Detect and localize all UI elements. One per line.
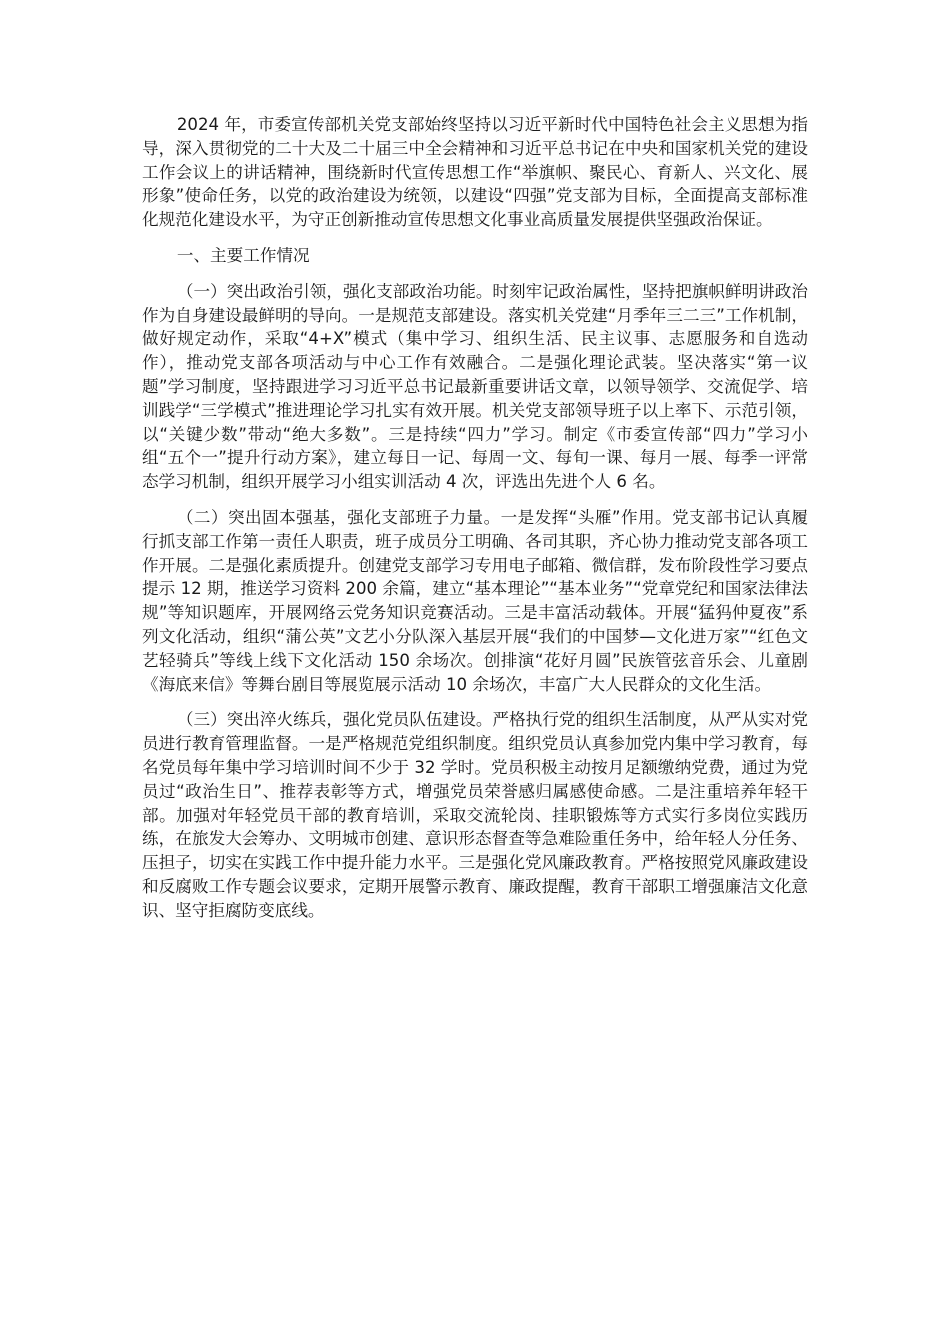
document-body: [142, 113, 808, 935]
intro-paragraph: 2024 年，市委宣传部机关党支部始终坚持以习近平新时代中国特色社会主义思想为指导，深入贯彻党的二十大及二十届三中全会精神和习近平总书记在中央和国家机关党的建设工作会议上的讲话精神，围绕新时代宣传思想工作“举旗帜、聚民心、育新人、兴文化、展形象”使命任务，以党的政治建设为统领，以建设“四强”党支部为目标，全面提高支部标准化规范化建设水平，为守正创新推动宣传思想文化事业高质量发展提供坚强政治保证。: [142, 115, 808, 230]
section-heading: 一、主要工作情况: [176, 245, 310, 265]
paragraph-team-strength: （二）突出固本强基，强化支部班子力量。一是发挥“头雁”作用。党支部书记认真履行抓支部工作第一责任人职责，班子成员分工明确、各司其职，齐心协力推动党支部各项工作开展。二是强化素质提升。创建党支部学习专用电子邮箱、微信群，发布阶段性学习要点提示 12 期，推送学习资料 200 余篇，建立“基本理论”“基本业务”“党章党纪和国家法律法规”等知识题库，开展网络云党务知识竞赛活动。三是丰富活动载体。开展“猛犸仲夏夜”系列文化活动，组织“蒲公英”文艺小分队深入基层开展“我们的中国梦—文化进万家”“红色文艺轻骑兵”等线上线下文化活动 150 余场次。创排演“花好月圆”民族管弦音乐会、儿童剧《海底来信》等舞台剧目等展览展示活动 10 余场次，丰富广大人民群众的文化生活。: [142, 507, 808, 694]
paragraph-member-training: （三）突出淬火练兵，强化党员队伍建设。严格执行党的组织生活制度，从严从实对党员进行教育管理监督。一是严格规范党组织制度。组织党员认真参加党内集中学习教育，每名党员每年集中学习培训时间不少于 32 学时。党员积极主动按月足额缴纳党费，通过为党员过“政治生日”、推荐表彰等方式，增强党员荣誉感归属感使命感。二是注重培养年轻干部。加强对年轻党员干部的教育培训，采取交流轮岗、挂职锻炼等方式实行多岗位实践历练，在旅发大会筹办、文明城市创建、意识形态督查等急难险重任务中，给年轻人分任务、压担子，切实在实践工作中提升能力水平。三是强化党风廉政教育。严格按照党风廉政建设和反腐败工作专题会议要求，定期开展警示教育、廉政提醒，教育干部职工增强廉洁文化意识、坚守拒腐防变底线。: [142, 710, 808, 920]
paragraph-political-guidance: （一）突出政治引领，强化支部政治功能。时刻牢记政治属性，坚持把旗帜鲜明讲政治作为自身建设最鲜明的导向。一是规范支部建设。落实机关党建“月季年三二三”工作机制，做好规定动作，采取“4+X”模式（集中学习、组织生活、民主议事、志愿服务和自选动作），推动党支部各项活动与中心工作有效融合。二是强化理论武装。坚决落实“第一议题”学习制度，坚持跟进学习习近平总书记最新重要讲话文章，以领导领学、交流促学、培训践学“三学模式”推进理论学习扎实有效开展。机关党支部领导班子以上率下、示范引领，以“关键少数”带动“绝大多数”。三是持续“四力”学习。制定《市委宣传部“四力”学习小组“五个一”提升行动方案》，建立每日一记、每周一文、每旬一课、每月一展、每季一评常态学习机制，组织开展学习小组实训活动 4 次，评选出先进个人 6 名。: [142, 281, 808, 492]
